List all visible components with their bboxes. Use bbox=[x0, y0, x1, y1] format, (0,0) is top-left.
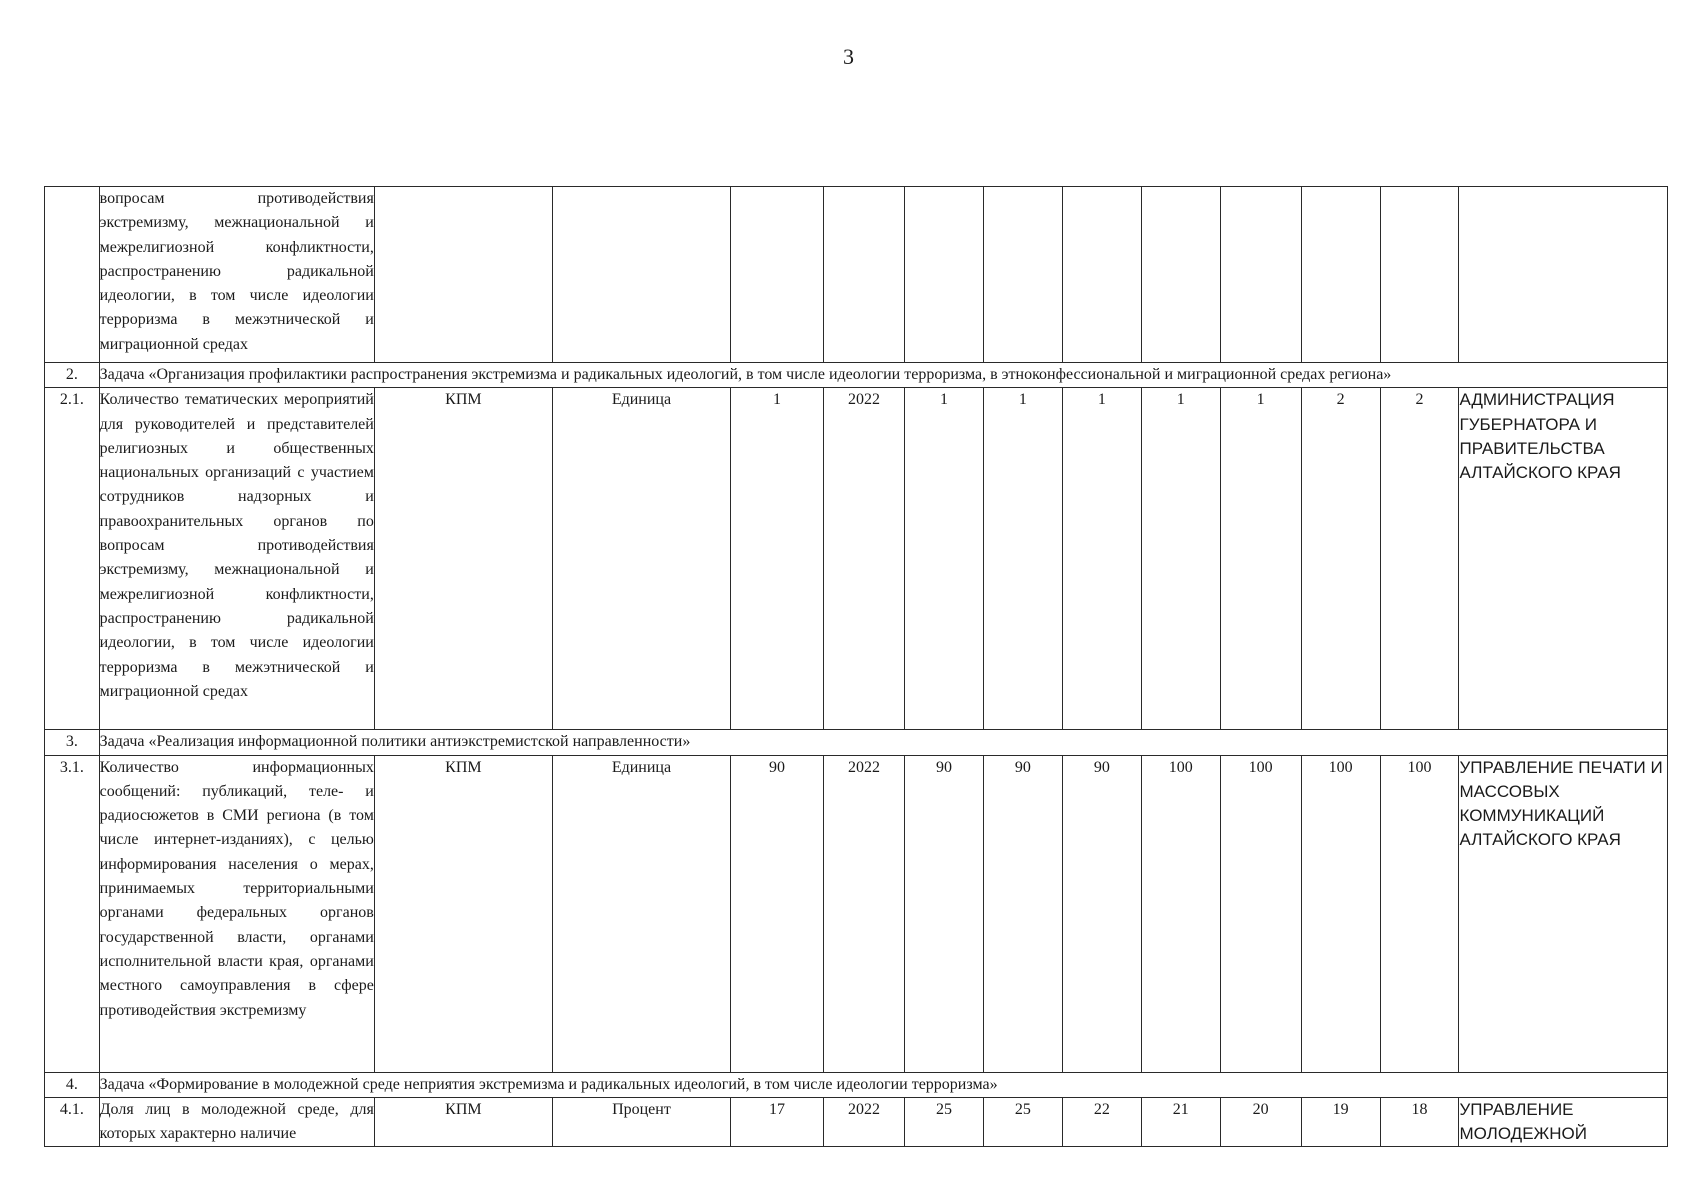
value-cell bbox=[1220, 187, 1301, 363]
value-cell: 2 bbox=[1301, 388, 1380, 730]
row-number: 2.1. bbox=[45, 388, 100, 730]
task-row bbox=[45, 730, 1668, 755]
base-year: 2022 bbox=[824, 1097, 905, 1147]
task-number: 3. bbox=[45, 730, 100, 755]
value-cell: 1 bbox=[983, 388, 1062, 730]
base-value: 17 bbox=[731, 1097, 824, 1147]
indicator-type: КПМ bbox=[374, 755, 552, 1072]
indicator-name: Количество тематических мероприятий для руководителей и представителей религиозных и общественных национальных организаций с участием сотрудников надзорных и правоохранительных органов по вопросам противодействия экстремизму, межнациональной и межрелигиозной конфликтности, распространению радикальной идеологии, в том числе идеологии терроризма в межэтнической и миграционной средах bbox=[99, 388, 374, 730]
value-cell: 100 bbox=[1301, 755, 1380, 1072]
value-cell: 2 bbox=[1380, 388, 1459, 730]
value-cell bbox=[983, 187, 1062, 363]
value-cell: 90 bbox=[1062, 755, 1141, 1072]
base-value bbox=[731, 187, 824, 363]
value-cell: 90 bbox=[983, 755, 1062, 1072]
row-number bbox=[45, 187, 100, 363]
table-row bbox=[45, 187, 1668, 363]
row-number: 3.1. bbox=[45, 755, 100, 1072]
value-cell: 25 bbox=[983, 1097, 1062, 1147]
responsible-org: АДМИНИСТРАЦИЯ ГУБЕРНАТОРА И ПРАВИТЕЛЬСТВА АЛТАЙСКОГО КРАЯ bbox=[1459, 388, 1668, 730]
value-cell: 90 bbox=[905, 755, 984, 1072]
row-number: 4.1. bbox=[45, 1097, 100, 1147]
indicator-type bbox=[374, 187, 552, 363]
base-year: 2022 bbox=[824, 388, 905, 730]
responsible-org bbox=[1459, 187, 1668, 363]
indicator-type: КПМ bbox=[374, 1097, 552, 1147]
responsible-org: УПРАВЛЕНИЕ МОЛОДЕЖНОЙ bbox=[1459, 1097, 1668, 1147]
value-cell: 100 bbox=[1220, 755, 1301, 1072]
task-row bbox=[45, 363, 1668, 388]
task-number: 2. bbox=[45, 363, 100, 388]
base-year: 2022 bbox=[824, 755, 905, 1072]
value-cell: 25 bbox=[905, 1097, 984, 1147]
value-cell bbox=[1380, 187, 1459, 363]
table-row bbox=[45, 388, 1668, 730]
value-cell: 19 bbox=[1301, 1097, 1380, 1147]
value-cell: 1 bbox=[1141, 388, 1220, 730]
value-cell: 21 bbox=[1141, 1097, 1220, 1147]
indicator-name: вопросам противодействия экстремизму, межнациональной и межрелигиозной конфликтности, распространению радикальной идеологии, в том числе идеологии терроризма в межэтнической и миграционной средах bbox=[99, 187, 374, 363]
task-title: Задача «Реализация информационной политики антиэкстремистской направленности» bbox=[99, 730, 1667, 755]
table-row bbox=[45, 755, 1668, 1072]
page-number: 3 bbox=[843, 44, 854, 69]
value-cell: 20 bbox=[1220, 1097, 1301, 1147]
unit bbox=[552, 187, 730, 363]
value-cell: 1 bbox=[1062, 388, 1141, 730]
unit: Процент bbox=[552, 1097, 730, 1147]
value-cell bbox=[905, 187, 984, 363]
value-cell: 100 bbox=[1380, 755, 1459, 1072]
base-year bbox=[824, 187, 905, 363]
task-title: Задача «Формирование в молодежной среде неприятия экстремизма и радикальных идеологий, в том числе идеологии терроризма» bbox=[99, 1072, 1667, 1097]
value-cell: 18 bbox=[1380, 1097, 1459, 1147]
value-cell: 22 bbox=[1062, 1097, 1141, 1147]
indicator-name: Количество информационных сообщений: публикаций, теле- и радиосюжетов в СМИ региона (в том числе интернет-изданиях), с целью информирования населения о мерах, принимаемых территориальными органами федеральных органов государственной власти, органами исполнительной власти края, органами местного самоуправления в сфере противодействия экстремизму bbox=[99, 755, 374, 1072]
task-title: Задача «Организация профилактики распространения экстремизма и радикальных идеологий, в том числе идеологии терроризма, в этноконфессиональной и миграционной средах региона» bbox=[99, 363, 1667, 388]
value-cell: 1 bbox=[1220, 388, 1301, 730]
value-cell bbox=[1141, 187, 1220, 363]
indicator-type: КПМ bbox=[374, 388, 552, 730]
indicator-name: Доля лиц в молодежной среде, для которых характерно наличие bbox=[99, 1097, 374, 1147]
value-cell: 1 bbox=[905, 388, 984, 730]
unit: Единица bbox=[552, 388, 730, 730]
responsible-org: УПРАВЛЕНИЕ ПЕЧАТИ И МАССОВЫХ КОММУНИКАЦИЙ АЛТАЙСКОГО КРАЯ bbox=[1459, 755, 1668, 1072]
table-row bbox=[45, 1097, 1668, 1147]
base-value: 1 bbox=[731, 388, 824, 730]
value-cell bbox=[1062, 187, 1141, 363]
value-cell: 100 bbox=[1141, 755, 1220, 1072]
indicators-table bbox=[44, 186, 1668, 1147]
task-number: 4. bbox=[45, 1072, 100, 1097]
value-cell bbox=[1301, 187, 1380, 363]
task-row bbox=[45, 1072, 1668, 1097]
base-value: 90 bbox=[731, 755, 824, 1072]
unit: Единица bbox=[552, 755, 730, 1072]
